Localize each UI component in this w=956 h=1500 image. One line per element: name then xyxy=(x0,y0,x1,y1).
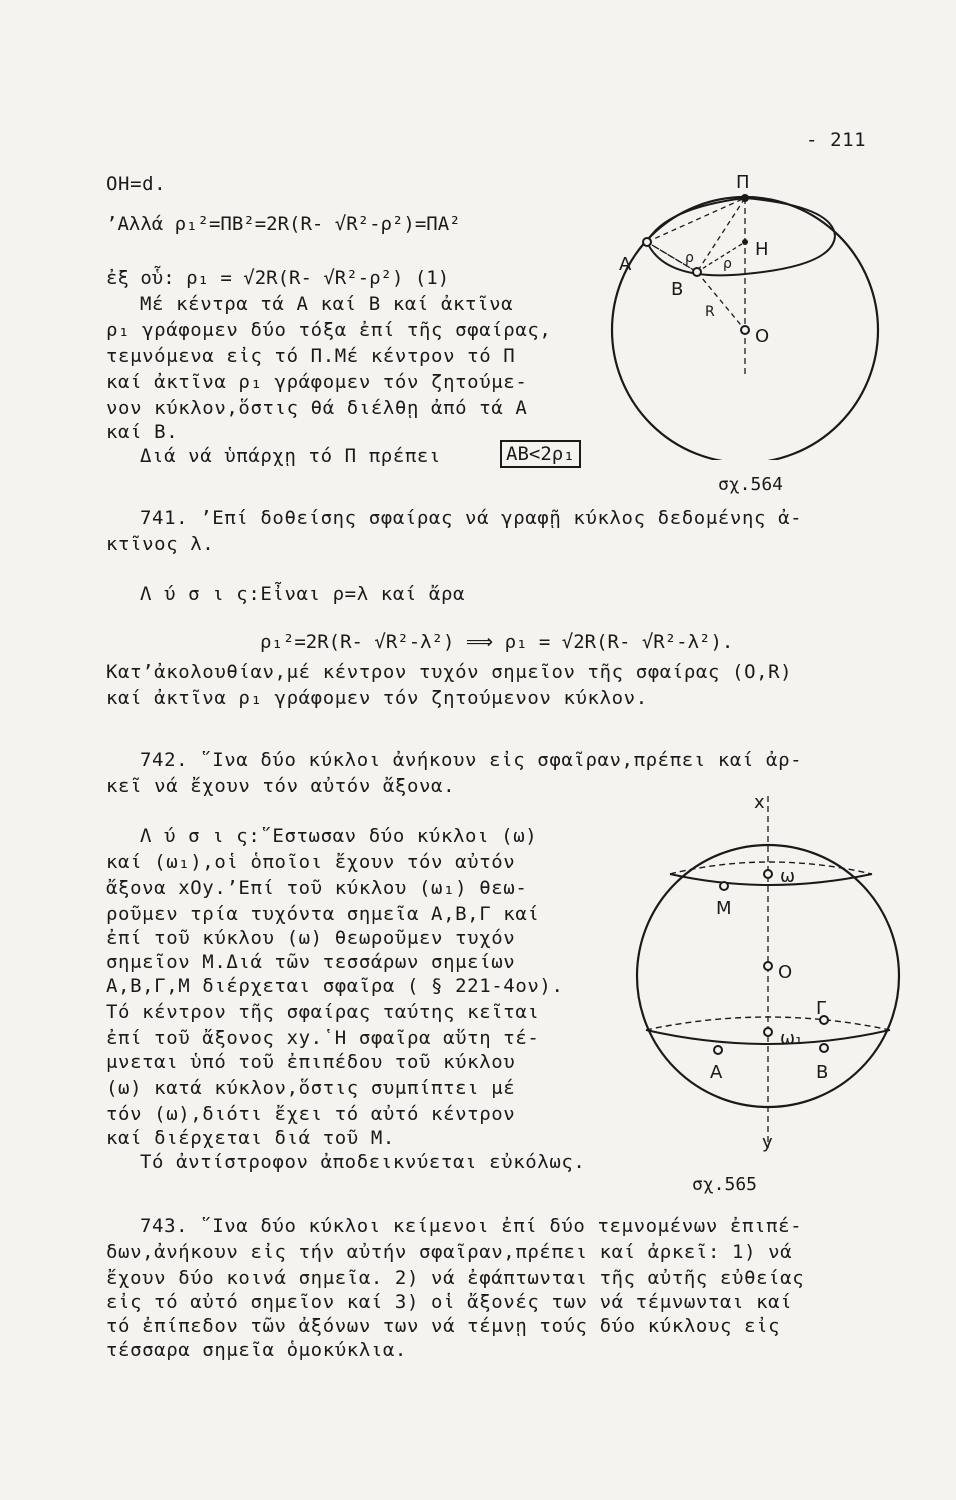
point-b xyxy=(693,268,701,276)
text-line-1: Μέ κέντρα τά Α καί Β καί ἀκτῖνα xyxy=(140,293,514,315)
label-b: Β xyxy=(671,279,684,300)
label-h: Η xyxy=(755,239,769,260)
problem-742-line-2: κεῖ νά ἔχουν τόν αὐτόν ἄξονα. xyxy=(106,775,456,797)
label-b: Β xyxy=(816,1062,829,1083)
label-rho-1: ρ xyxy=(685,250,694,266)
equation-1: ἐξ οὗ: ρ₁ = √2R(R- √R²-ρ²) (1) xyxy=(106,267,450,289)
page-number: - 211 xyxy=(806,129,867,151)
body-742-line-12: τόν (ω),διότι ἔχει τό αὐτό κέντρον xyxy=(106,1103,516,1125)
solution-741-line-1: Λ ύ σ ι ς:Εἶναι ρ=λ καί ἄρα xyxy=(140,583,466,605)
problem-743-line-1: 743. ῞Ινα δύο κύκλοι κείμενοι ἐπί δύο τεμνομένων ἐπιπέ- xyxy=(140,1215,803,1237)
solution-741-line-3: καί ἀκτῖνα ρ₁ γράφομεν τόν ζητούμενον κύκλον. xyxy=(106,687,648,709)
circle-upper xyxy=(647,198,835,242)
point-omega xyxy=(764,870,772,878)
point-h xyxy=(742,239,748,245)
body-742-line-3: ἄξονα xOy.’Επί τοῦ κύκλου (ω₁) θεω- xyxy=(106,877,528,899)
figure-565 xyxy=(630,788,910,1168)
problem-743-line-5: τό ἐπίπεδον τῶν ἀξόνων των νά τέμνῃ τούς δύο κύκλους εἰς xyxy=(106,1315,781,1337)
body-742-line-8: Τό κέντρον τῆς σφαίρας ταύτης κεῖται xyxy=(106,1001,540,1023)
body-742-line-2: καί (ω₁),οἱ ὁποῖοι ἔχουν τόν αὐτόν xyxy=(106,851,516,873)
label-r: R xyxy=(705,304,715,320)
problem-741-line-2: κτῖνος λ. xyxy=(106,533,215,555)
label-o: Ο xyxy=(778,962,793,983)
text-line-6: καί Β. xyxy=(106,421,179,443)
label-omega1: ω₁ xyxy=(780,1028,803,1049)
problem-742-line-1: 742. ῞Ινα δύο κύκλοι ἀνήκουν εἰς σφαῖραν,πρέπει καί ἀρ- xyxy=(140,749,803,771)
point-omega1 xyxy=(764,1028,772,1036)
problem-743-line-2: δων,ἀνήκουν εἰς τήν αὐτήν σφαῖραν,πρέπει καί ἀρκεῖ: 1) νά xyxy=(106,1241,793,1263)
text-line-2: ρ₁ γράφομεν δύο τόξα ἐπί τῆς σφαίρας, xyxy=(106,319,552,341)
label-gamma: Γ xyxy=(816,998,827,1019)
point-o xyxy=(741,326,749,334)
condition-box: AB<2ρ₁ xyxy=(500,440,581,468)
problem-743-line-3: ἔχουν δύο κοινά σημεῖα. 2) νά ἐφάπτωνται τῆς αὐτῆς εὐθείας xyxy=(106,1267,805,1289)
label-y: y xyxy=(762,1132,773,1153)
label-pi: Π xyxy=(736,172,750,193)
problem-743-line-6: τέσσαρα σημεῖα ὁμοκύκλια. xyxy=(106,1339,407,1361)
body-742-line-11: (ω) κατά κύκλον,ὅστις συμπίπτει μέ xyxy=(106,1077,516,1099)
body-742-line-6: σημεῖον Μ.Διά τῶν τεσσάρων σημείων xyxy=(106,951,516,973)
equation-741: ρ₁²=2R(R- √R²-λ²) ⟹ ρ₁ = √2R(R- √R²-λ²). xyxy=(260,631,734,653)
label-o: Ο xyxy=(755,326,770,347)
label-a: Α xyxy=(710,1062,723,1083)
label-rho-2: ρ xyxy=(723,256,732,272)
text-line-5: νον κύκλον,ὅστις θά διέλθῃ ἀπό τά Α xyxy=(106,397,528,419)
problem-743-line-4: εἰς τό αὐτό σημεῖον καί 3) οἱ ἄξονές των νά τέμνωνται καί xyxy=(106,1291,793,1313)
label-x: x xyxy=(754,792,765,813)
solution-741-line-2: Κατ’ἀκολουθίαν,μέ κέντρον τυχόν σημεῖον τῆς σφαίρας (O,R) xyxy=(106,661,793,683)
body-742-line-5: ἐπί τοῦ κύκλου (ω) θεωροῦμεν τυχόν xyxy=(106,927,516,949)
body-742-line-9: ἐπί τοῦ ἄξονος xy.῾Η σφαῖρα αὕτη τέ- xyxy=(106,1027,540,1049)
problem-741-line-1: 741. ’Επί δοθείσης σφαίρας νά γραφῇ κύκλος δεδομένης ἀ- xyxy=(140,507,803,529)
text-line-4: καί ἀκτῖνα ρ₁ γράφομεν τόν ζητούμε- xyxy=(106,371,528,393)
label-omega: ω xyxy=(780,866,796,887)
text-line-7: Διά νά ὑπάρχῃ τό Π πρέπει xyxy=(140,445,441,467)
point-pi xyxy=(741,194,749,202)
label-a: Α xyxy=(619,254,632,275)
body-742-line-14: Τό ἀντίστροφον ἀποδεικνύεται εὐκόλως. xyxy=(140,1151,586,1173)
rho-line xyxy=(697,242,745,272)
caption-565: σχ.565 xyxy=(692,1174,758,1195)
text-line-3: τεμνόμενα εἰς τό Π.Μέ κέντρον τό Π xyxy=(106,345,516,367)
point-a xyxy=(714,1046,722,1054)
label-m: Μ xyxy=(716,898,732,919)
body-742-line-1: Λ ύ σ ι ς:῞Εστωσαν δύο κύκλοι (ω) xyxy=(140,825,538,847)
figure-564 xyxy=(605,170,905,460)
radius-line xyxy=(697,272,745,330)
circle-lower xyxy=(647,236,835,275)
point-b xyxy=(820,1044,828,1052)
text-oh: OH=d. xyxy=(106,173,167,195)
body-742-line-4: ροῦμεν τρία τυχόντα σημεῖα Α,Β,Γ καί xyxy=(106,903,540,925)
body-742-line-10: μνεται ὑπό τοῦ ἐπιπέδου τοῦ κύκλου xyxy=(106,1051,516,1073)
equation-alla: ’Αλλά ρ₁²=ΠΒ²=2R(R- √R²-ρ²)=ΠΑ² xyxy=(106,213,461,235)
point-a xyxy=(643,238,651,246)
body-742-line-7: Α,Β,Γ,Μ διέρχεται σφαῖρα ( § 221-4ον). xyxy=(106,975,564,997)
body-742-line-13: καί διέρχεται διά τοῦ Μ. xyxy=(106,1127,395,1149)
point-m xyxy=(720,882,728,890)
point-o xyxy=(764,962,772,970)
caption-564: σχ.564 xyxy=(718,474,784,495)
